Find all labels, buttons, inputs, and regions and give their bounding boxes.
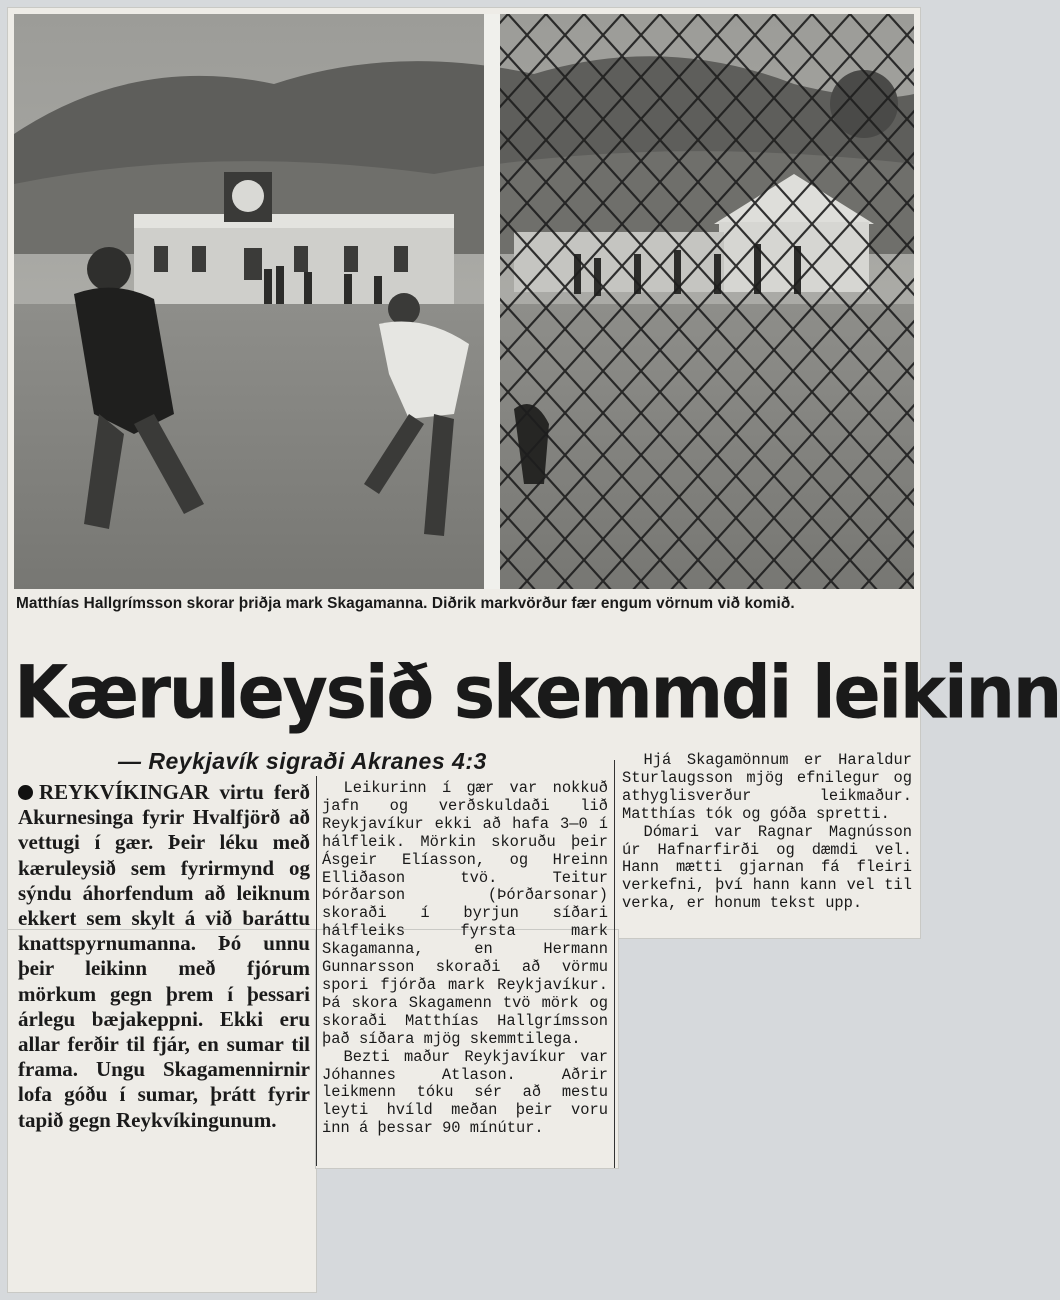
photo-football-goal-scene-icon: [14, 14, 914, 589]
lead-paragraph: [18, 780, 310, 1133]
paragraph: Bezti maður Reykjavíkur var Jóhannes Atlason. Aðrir leikmenn tóku sér að mestu leyti hvíld meðan þeir voru inn á þessar 90 mínútur.: [322, 1047, 608, 1138]
news-photo: [14, 14, 914, 589]
column-rule-left: [316, 776, 317, 1166]
bullet-icon: [18, 785, 33, 800]
column-rule-right: [614, 760, 615, 1168]
paragraph: Hjá Skagamönnum er Haraldur Sturlaugsson mjög efnilegur og athyglisverður leikmaður. Matthías tók og góða spretti.: [622, 751, 912, 823]
subheadline: — Reykjavík sigraði Akranes 4:3: [118, 748, 487, 774]
lead-text: REYKVÍKINGAR virtu ferð Akurnesinga fyrir Hvalfjörð að vettugi í gær. Þeir léku með kæruleysið sem fyrirmynd og sýndu áhorfendum að leiknum ekkert sem skylt á við baráttu knattspyrnumanna. Þó unnu þeir leikinn með fjórum mörkum gegn þrem í þessari árlegu bæjakeppni. Ekki eru allar ferðir til fjár, en sumar til frama. Ungu Skagamennirnir lofa góðu í sumar, þrátt fyrir tapið gegn Reykvíkingunum.: [18, 780, 310, 1132]
paragraph: Leikurinn í gær var nokkuð jafn og verðskuldaði lið Reykjavíkur ekki að hafa 3—0 í hálfleik. Mörkin skoruðu þeir Ásgeir Elíasson, og Hreinn Elliðason tvö. Teitur Þórðarson (Þórðarsonar) skoraði í byrjun síðari hálfleiks fyrsta mark Skagamanna, en Hermann Gunnarsson skoraði að vörmu spori fjórða mark Reykjavíkur. Þá skora Skagamenn tvö mörk og skoraði Matthías Hallgrímsson það síðara mjög skemmtilega.: [322, 779, 608, 1048]
photo-caption: Matthías Hallgrímsson skorar þriðja mark Skagamanna. Diðrik markvörður fær engum vörnum við komið.: [16, 595, 795, 612]
article-column-middle: [322, 780, 608, 1138]
paragraph: Dómari var Ragnar Magnússon úr Hafnarfirði og dæmdi vel. Hann mætti gjarnan fá fleiri verkefni, því hann kann vel til verka, er honum tekst upp.: [622, 822, 912, 913]
article-column-right: [622, 752, 912, 913]
headline: Kæruleysið skemmdi leikinn: [14, 649, 1060, 736]
